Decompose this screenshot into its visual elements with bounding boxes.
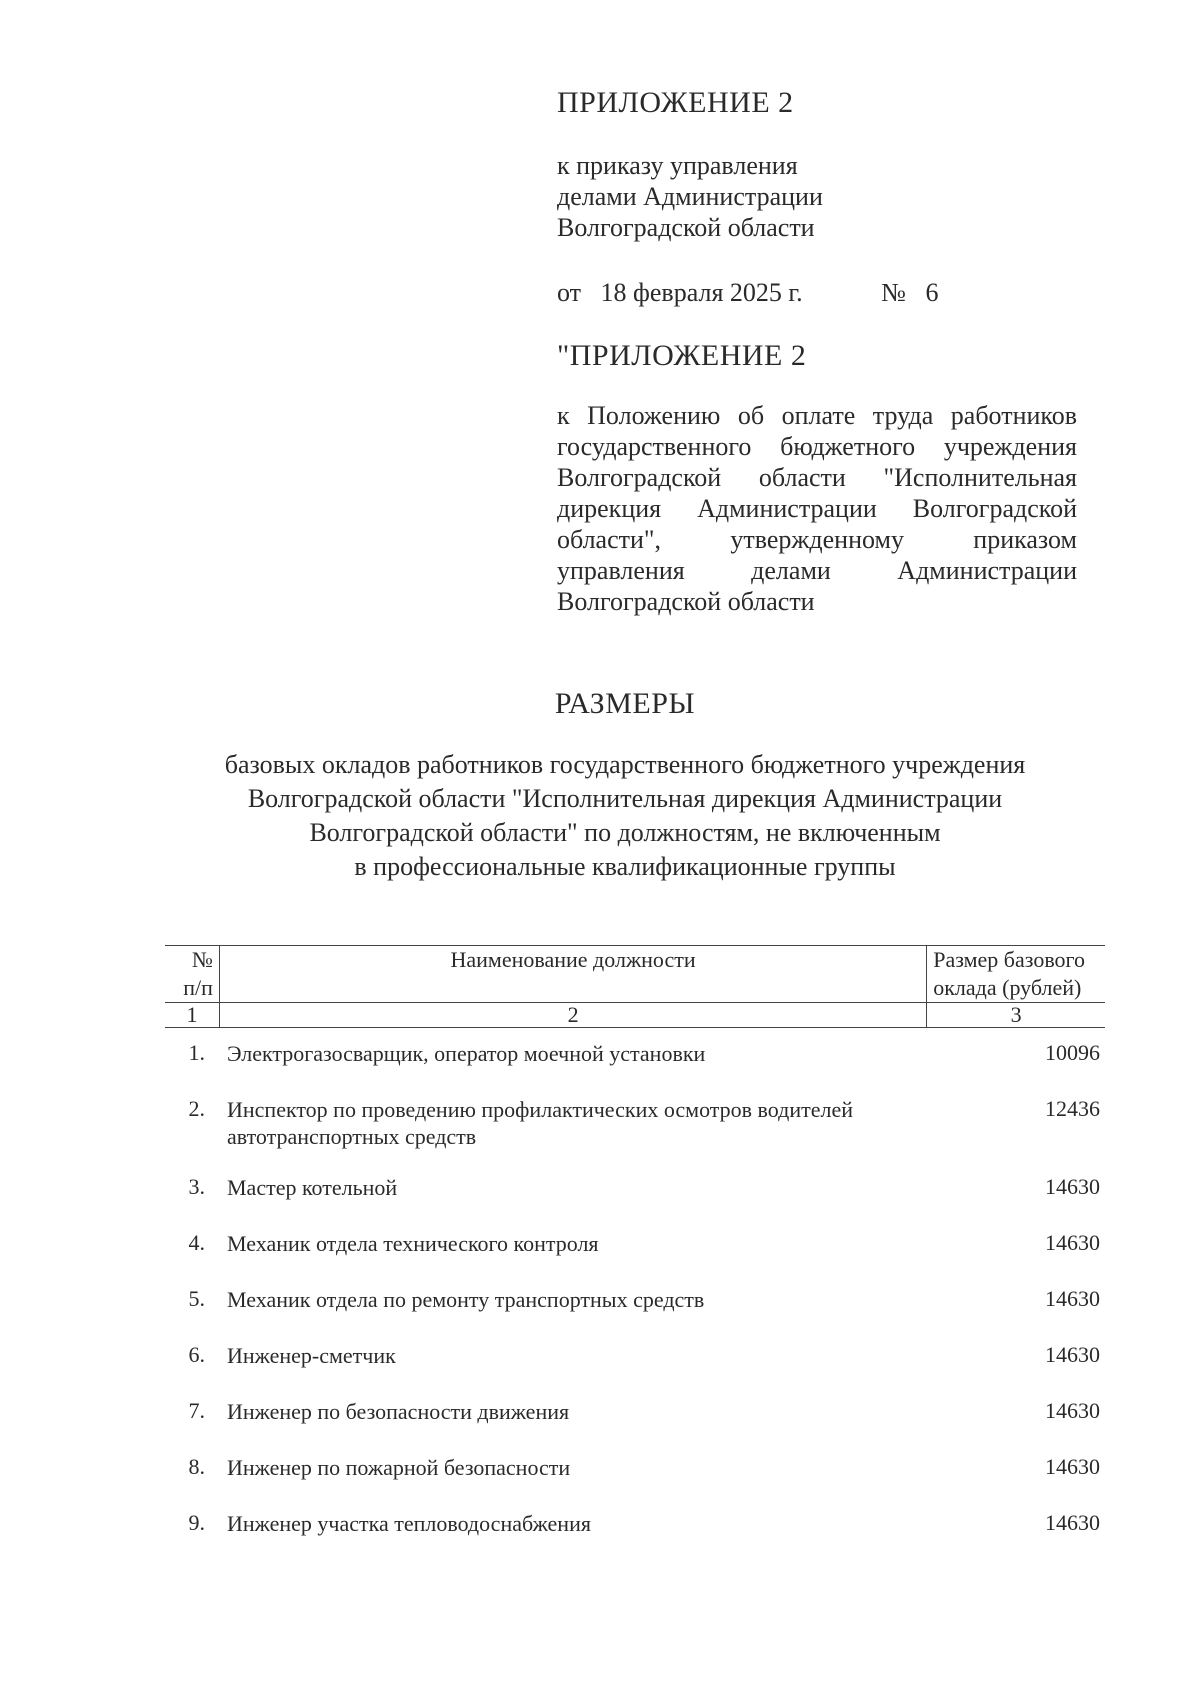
appendix-line: к приказу управления: [557, 151, 798, 180]
subtitle-line: Волгоградской области" по должностям, не включенным: [309, 818, 941, 847]
row-number: 1.: [188, 1040, 205, 1065]
salary-value: 14630: [1045, 1342, 1100, 1367]
subtitle-line: Волгоградской области "Исполнительная дирекция Администрации: [247, 784, 1003, 813]
table-row: [165, 1230, 1105, 1286]
position-name: Инженер по безопасности движения: [227, 1399, 570, 1424]
table-row: [165, 1510, 1105, 1566]
salary-value: 14630: [1045, 1398, 1100, 1423]
header-number: [165, 946, 219, 1003]
position-name: Инженер участка тепловодоснабжения: [227, 1511, 591, 1536]
position-name: Механик отдела технического контроля: [227, 1231, 599, 1256]
table-row: [165, 1286, 1105, 1342]
row-number: 5.: [188, 1286, 205, 1311]
header-salary: [927, 946, 1105, 1003]
table-row: [165, 1342, 1105, 1398]
table-row: [165, 1096, 1105, 1174]
row-number: 9.: [188, 1510, 205, 1535]
appendix-title: ПРИЛОЖЕНИЕ 2: [557, 86, 794, 119]
appendix-date-line: [557, 278, 938, 308]
table-row: [165, 1174, 1105, 1230]
salary-value: 14630: [1045, 1286, 1100, 1311]
table-row: [165, 1454, 1105, 1510]
position-name: Мастер котельной: [227, 1175, 398, 1200]
table-row: [165, 1398, 1105, 1454]
salary-value: 10096: [1045, 1040, 1100, 1065]
table-row: [165, 1040, 1105, 1096]
appendix-line: Волгоградской области: [557, 213, 815, 242]
appendix-to-order: [557, 150, 823, 243]
position-name: Инспектор по проведению профилактических осмотров водителей автотранспортных средств: [227, 1097, 854, 1149]
salary-table-header: [165, 945, 1105, 1028]
row-number: 2.: [188, 1096, 205, 1121]
position-name: Механик отдела по ремонту транспортных средств: [227, 1287, 705, 1312]
salary-table-body: [165, 1040, 1105, 1566]
row-number: 3.: [188, 1174, 205, 1199]
position-name: Электрогазосварщик, оператор моечной установки: [227, 1041, 706, 1066]
subtitle-line: базовых окладов работников государственного бюджетного учреждения: [224, 750, 1026, 779]
row-number: 6.: [188, 1342, 205, 1367]
header-number-line1: №: [191, 947, 213, 972]
regulation-text: к Положению об оплате труда работников государственного бюджетного учреждения Волгоградской области "Исполнительная дирекция Администрации Волгоградской области", утвержденному приказом управления делами Администрации Волгоградской области: [557, 401, 1077, 616]
salary-value: 14630: [1045, 1510, 1100, 1535]
number-label: №: [881, 278, 906, 307]
date-prefix: от: [557, 278, 582, 307]
subtitle-line: в профессиональные квалификационные группы: [354, 852, 896, 881]
row-number: 4.: [188, 1230, 205, 1255]
regulation-appendix-title: "ПРИЛОЖЕНИЕ 2: [557, 339, 807, 372]
salary-value: 14630: [1045, 1230, 1100, 1255]
document-subtitle: [0, 748, 1200, 884]
header-position-name: Наименование должности: [219, 946, 926, 1003]
position-name: Инженер-сметчик: [227, 1343, 396, 1368]
order-date: 18 февраля 2025 г.: [600, 278, 803, 307]
salary-value: 14630: [1045, 1454, 1100, 1479]
header-number-line2: п/п: [183, 975, 213, 1000]
document-heading: РАЗМЕРЫ: [554, 687, 696, 720]
column-number-3: 3: [927, 1003, 1105, 1028]
header-salary-line1: Размер базового: [933, 947, 1086, 972]
row-number: 7.: [188, 1398, 205, 1423]
row-number: 8.: [188, 1454, 205, 1479]
header-salary-line2: оклада (рублей): [933, 975, 1082, 1000]
order-number: 6: [925, 278, 939, 307]
position-name: Инженер по пожарной безопасности: [227, 1455, 571, 1480]
column-number-2: 2: [219, 1003, 926, 1028]
column-number-1: 1: [165, 1003, 219, 1028]
salary-value: 12436: [1045, 1096, 1100, 1121]
salary-value: 14630: [1045, 1174, 1100, 1199]
appendix-line: делами Администрации: [557, 182, 823, 211]
